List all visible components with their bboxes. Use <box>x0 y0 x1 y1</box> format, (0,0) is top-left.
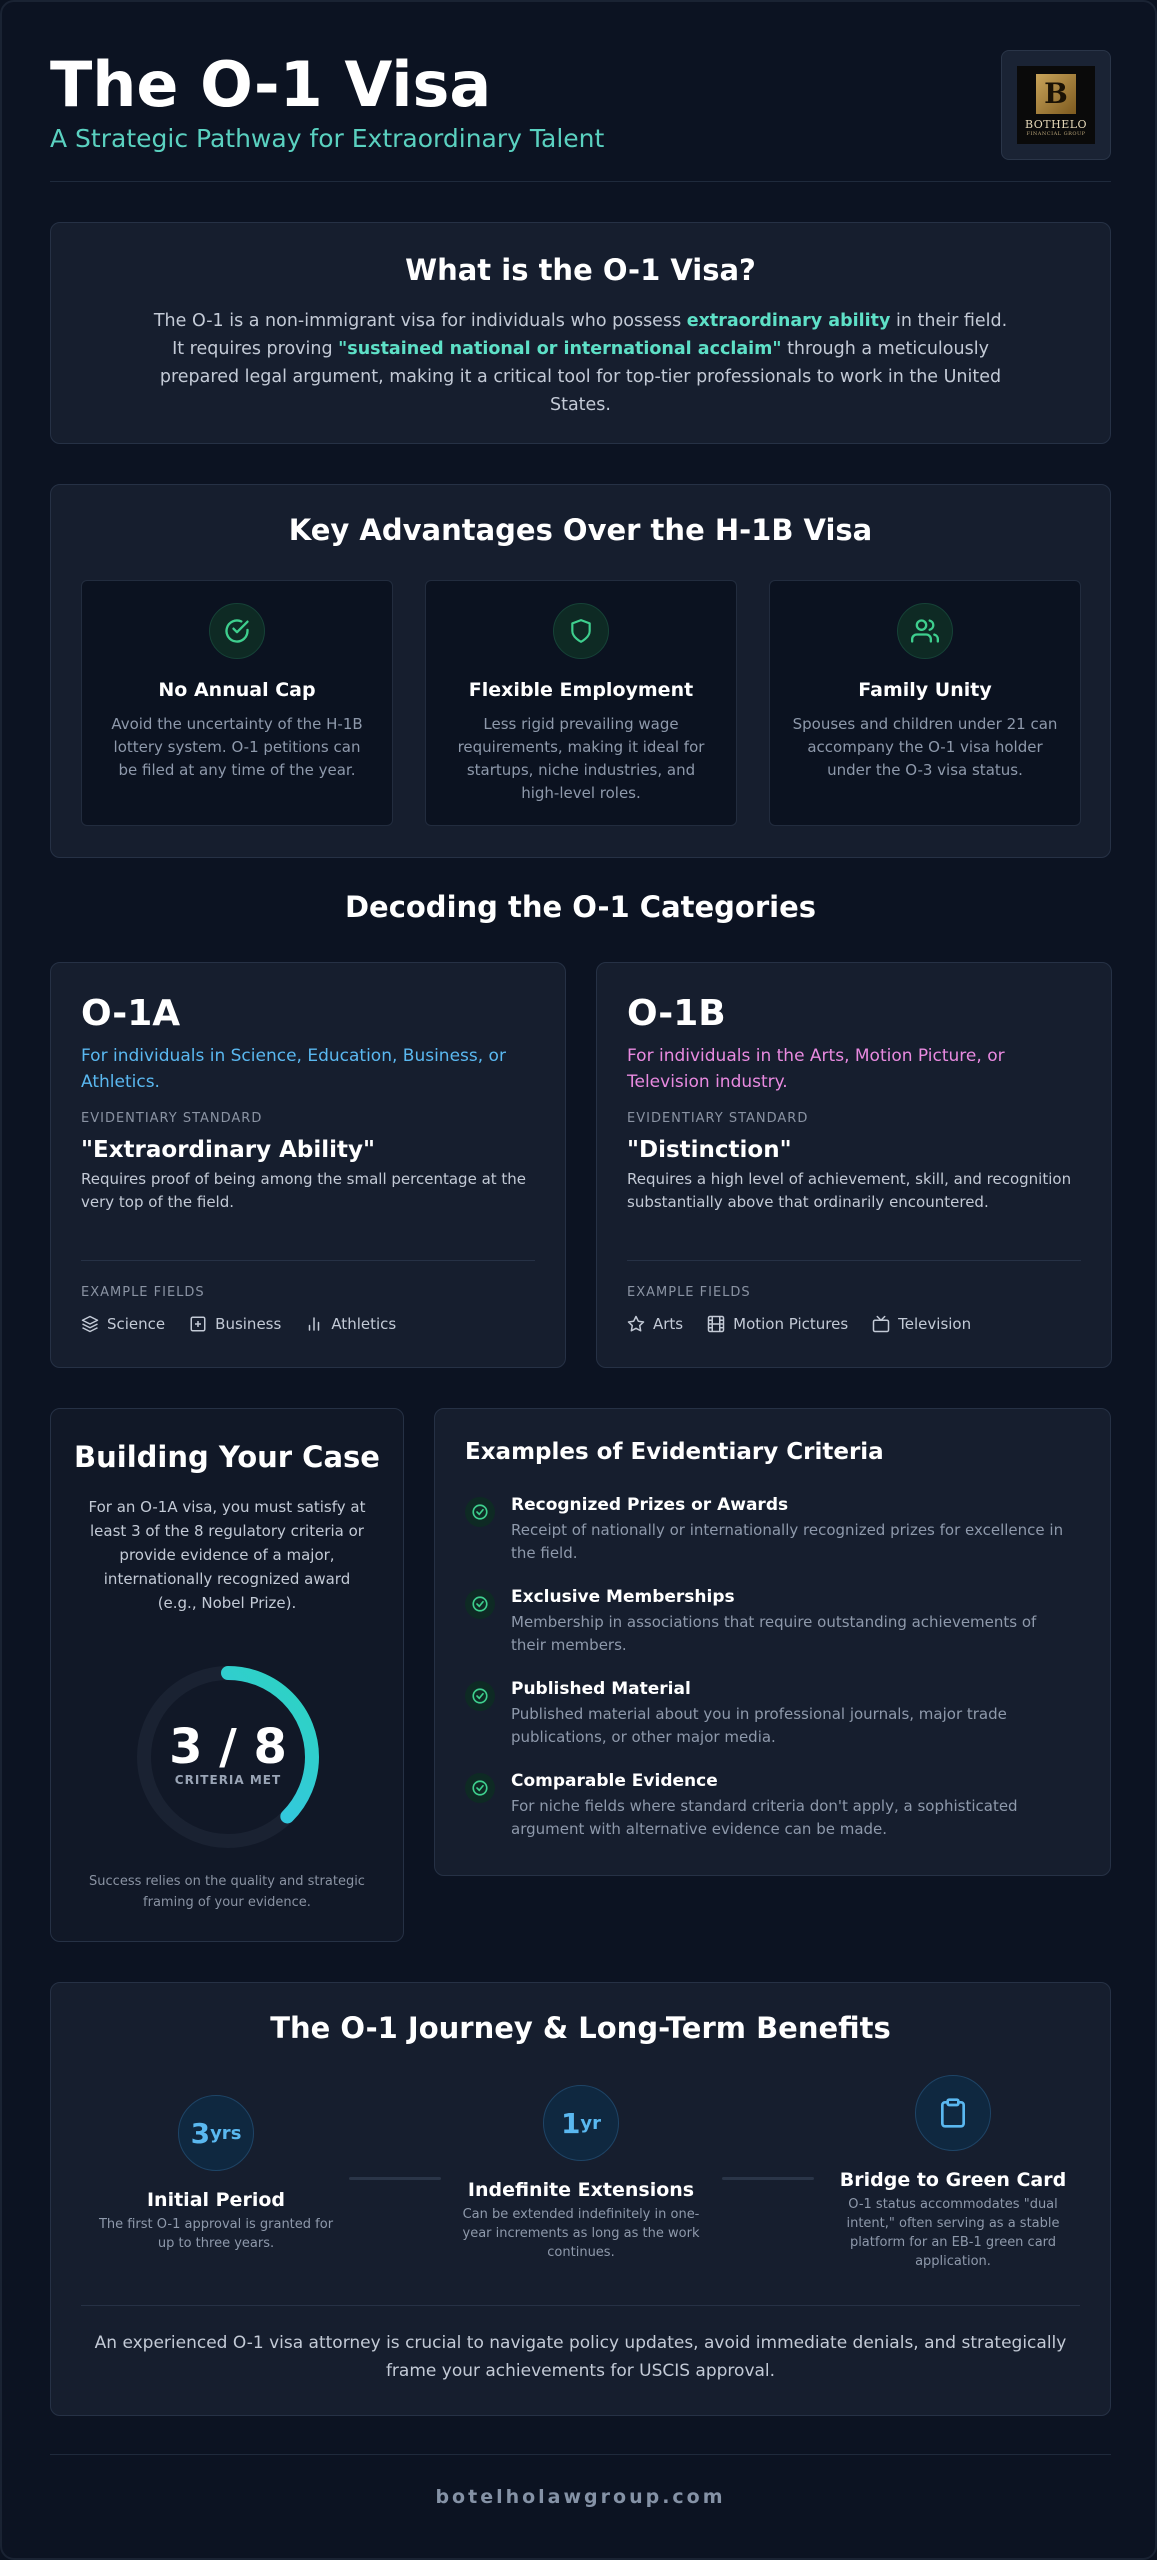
criteria-title: Comparable Evidence <box>511 1771 718 1791</box>
category-o1b-card <box>596 962 1112 1368</box>
what-text-part: in their field. It requires proving <box>172 311 1008 359</box>
step-unit: yrs <box>210 2122 242 2144</box>
step-text: The first O-1 approval is granted for up to three years. <box>98 2217 334 2251</box>
standard-title: "Distinction" <box>627 1137 792 1163</box>
what-text <box>151 307 1011 419</box>
bar-chart-icon <box>305 1315 323 1333</box>
check-circle-icon <box>465 1681 495 1711</box>
journey-footer: An experienced O-1 visa attorney is crucial to navigate policy updates, avoid immediate denials, and strategically frame your achievements for USCIS approval. <box>94 2333 1067 2381</box>
field-arts <box>627 1315 683 1333</box>
standard-label: EVIDENTIARY STANDARD <box>81 1111 263 1126</box>
advantage-title: No Annual Cap <box>158 679 316 701</box>
page-subtitle: A Strategic Pathway for Extraordinary Talent <box>50 124 605 153</box>
step-badge <box>543 2085 619 2161</box>
standard-title: "Extraordinary Ability" <box>81 1137 376 1163</box>
field-business <box>189 1315 281 1333</box>
divider <box>81 2305 1080 2306</box>
what-is-card <box>50 222 1111 444</box>
criteria-heading: Examples of Evidentiary Criteria <box>465 1439 884 1465</box>
fields-label: EXAMPLE FIELDS <box>627 1285 751 1300</box>
field-label: Science <box>107 1315 166 1333</box>
check-circle-icon <box>465 1497 495 1527</box>
what-text-part: through a meticulously prepared legal argument, making it a critical tool for top-tier professionals to work in the United States. <box>159 339 1002 415</box>
divider <box>627 1260 1081 1261</box>
criteria-item <box>465 1495 1075 1565</box>
category-for: For individuals in the Arts, Motion Picture, or Television industry. <box>627 1046 1005 1092</box>
field-motion-pictures <box>707 1315 848 1333</box>
criteria-item <box>465 1587 1075 1657</box>
field-label: Television <box>898 1315 972 1333</box>
advantages-card <box>50 484 1111 858</box>
example-fields <box>81 1315 396 1333</box>
journey-card <box>50 1982 1111 2416</box>
what-text-part: The O-1 is a non-immigrant visa for individuals who possess <box>153 311 687 331</box>
criteria-gauge <box>132 1661 324 1853</box>
category-for: For individuals in Science, Education, Business, or Athletics. <box>81 1046 506 1092</box>
criteria-card <box>434 1408 1111 1876</box>
what-heading: What is the O-1 Visa? <box>405 253 756 287</box>
highlight-acclaim: "sustained national or international acclaim" <box>338 339 782 359</box>
step-title: Indefinite Extensions <box>467 2179 695 2201</box>
step-indefinite-extensions <box>446 2085 716 2262</box>
site-url[interactable]: botelholawgroup.com <box>435 2486 726 2508</box>
shield-icon <box>553 603 609 659</box>
logo-inner <box>1017 66 1095 144</box>
standard-label: EVIDENTIARY STANDARD <box>627 1111 809 1126</box>
criteria-item <box>465 1679 1075 1749</box>
users-icon <box>897 603 953 659</box>
criteria-text: Receipt of nationally or internationally recognized prizes for excellence in the field. <box>511 1521 1064 1562</box>
building-note: Success relies on the quality and strategic framing of your evidence. <box>89 1874 365 1910</box>
fields-label: EXAMPLE FIELDS <box>81 1285 205 1300</box>
building-heading: Building Your Case <box>74 1440 380 1474</box>
category-code: O-1A <box>81 993 181 1034</box>
step-title: Bridge to Green Card <box>839 2169 1067 2191</box>
criteria-text: Membership in associations that require outstanding achievements of their members. <box>511 1613 1037 1654</box>
advantage-text: Spouses and children under 21 can accompany the O-1 visa holder under the O-3 visa status. <box>792 715 1058 779</box>
category-code: O-1B <box>627 993 726 1034</box>
logo-mark: B <box>1036 74 1076 114</box>
page-title: The O-1 Visa <box>50 48 492 121</box>
advantage-text: Avoid the uncertainty of the H-1B lottery system. O-1 petitions can be filed at any time of the year. <box>111 715 363 779</box>
step-connector <box>722 2177 814 2180</box>
divider <box>81 1260 535 1261</box>
criteria-title: Exclusive Memberships <box>511 1587 735 1607</box>
advantage-title: Flexible Employment <box>468 679 694 701</box>
gauge-label: CRITERIA MET <box>174 1773 282 1787</box>
step-unit: yr <box>580 2112 602 2134</box>
logo <box>1001 50 1111 160</box>
criteria-item <box>465 1771 1075 1841</box>
field-label: Motion Pictures <box>733 1315 849 1333</box>
step-connector <box>349 2177 441 2180</box>
clipboard-icon <box>915 2075 991 2151</box>
layers-icon <box>81 1315 99 1333</box>
advantage-no-cap <box>81 580 393 826</box>
building-text: For an O-1A visa, you must satisfy at least 3 of the 8 regulatory criteria or provide evidence of a major, internationally recognized award (e.g., Nobel Prize). <box>88 1498 366 1612</box>
check-circle-icon <box>465 1589 495 1619</box>
film-icon <box>707 1315 725 1333</box>
check-circle-icon <box>209 603 265 659</box>
check-circle-icon <box>465 1773 495 1803</box>
category-o1a-card <box>50 962 566 1368</box>
field-athletics <box>305 1315 396 1333</box>
step-green-card <box>818 2075 1088 2271</box>
step-text: O-1 status accommodates "dual intent," often serving as a stable platform for an EB-1 green card application. <box>846 2197 1060 2269</box>
categories-heading: Decoding the O-1 Categories <box>344 890 817 924</box>
field-label: Business <box>215 1315 282 1333</box>
criteria-title: Published Material <box>511 1679 691 1699</box>
criteria-text: Published material about you in professional journals, major trade publications, or other major media. <box>511 1705 1007 1746</box>
criteria-title: Recognized Prizes or Awards <box>511 1495 789 1515</box>
plus-square-icon <box>189 1315 207 1333</box>
field-label: Arts <box>653 1315 684 1333</box>
gauge-value: 3 / 8 <box>169 1719 287 1775</box>
advantage-family <box>769 580 1081 826</box>
standard-desc: Requires proof of being among the small percentage at the very top of the field. <box>81 1170 527 1211</box>
step-number: 1 <box>560 2106 581 2140</box>
field-science <box>81 1315 165 1333</box>
step-initial-period <box>81 2095 351 2253</box>
building-case-card <box>50 1408 404 1942</box>
step-badge <box>178 2095 254 2171</box>
step-text: Can be extended indefinitely in one-year increments as long as the work continues. <box>462 2207 700 2260</box>
example-fields <box>627 1315 971 1333</box>
field-label: Athletics <box>331 1315 397 1333</box>
tv-icon <box>872 1315 890 1333</box>
standard-desc: Requires a high level of achievement, skill, and recognition substantially above that ordinarily encountered. <box>627 1170 1072 1211</box>
gauge-text <box>132 1721 324 1787</box>
advantage-text: Less rigid prevailing wage requirements, making it ideal for startups, niche industries, and high-level roles. <box>457 715 705 802</box>
field-television <box>872 1315 971 1333</box>
step-title: Initial Period <box>146 2189 285 2211</box>
logo-sub: FINANCIAL GROUP <box>1026 130 1086 137</box>
advantage-flexible <box>425 580 737 826</box>
highlight-extraordinary: extraordinary ability <box>686 311 891 331</box>
step-number: 3 <box>190 2116 211 2150</box>
criteria-text: For niche fields where standard criteria don't apply, a sophisticated argument with alternative evidence can be made. <box>511 1797 1018 1838</box>
logo-name: BOTHELO <box>1024 117 1088 131</box>
star-icon <box>627 1315 645 1333</box>
footer-divider <box>50 2454 1111 2455</box>
advantage-title: Family Unity <box>858 679 992 701</box>
journey-heading: The O-1 Journey & Long-Term Benefits <box>270 2011 891 2045</box>
advantages-heading: Key Advantages Over the H-1B Visa <box>288 513 873 547</box>
header <box>50 46 1111 182</box>
